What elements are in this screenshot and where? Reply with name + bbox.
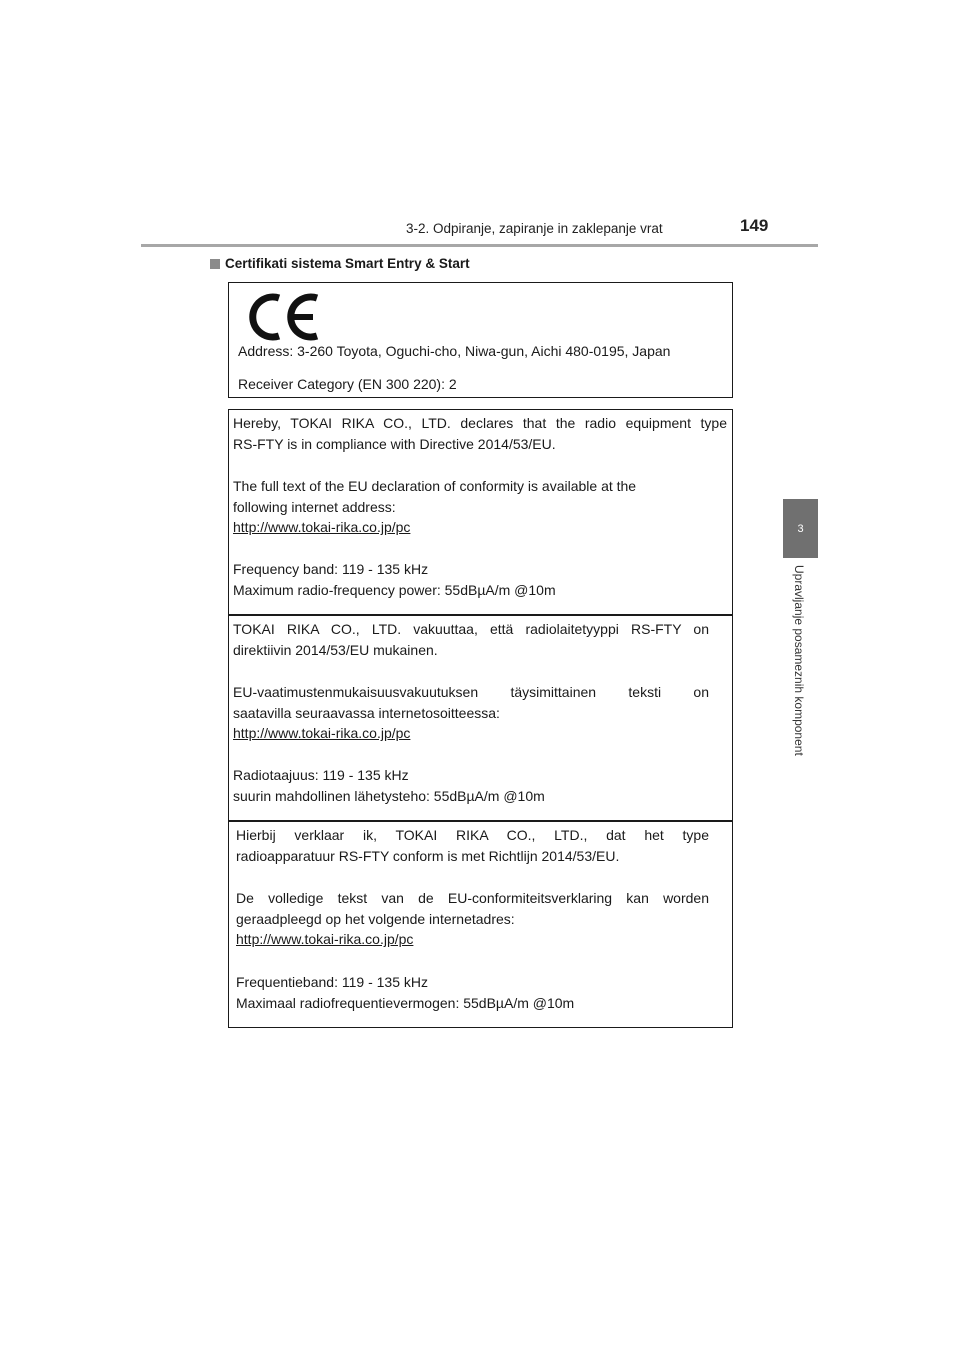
english-line-1: Hereby, TOKAI RIKA CO., LTD. declares that the radio equipment type bbox=[233, 415, 727, 431]
english-line-4: following internet address: bbox=[233, 499, 396, 515]
ce-receiver-category: Receiver Category (EN 300 220): 2 bbox=[238, 376, 457, 392]
divider-finnish-dutch bbox=[228, 820, 733, 822]
chapter-tab bbox=[783, 499, 818, 558]
dutch-max-power: Maximaal radiofrequentievermogen: 55dBµA/m @10m bbox=[236, 995, 575, 1011]
page-number: 149 bbox=[740, 216, 769, 235]
finnish-line-3: EU-vaatimustenmukaisuusvakuutuksen täysimittainen teksti on bbox=[233, 684, 709, 700]
finnish-line-4: saatavilla seuraavassa internetosoitteessa: bbox=[233, 705, 500, 721]
english-max-power: Maximum radio-frequency power: 55dBµA/m @10m bbox=[233, 582, 556, 598]
divider-english-finnish bbox=[228, 614, 733, 616]
dutch-link[interactable]: http://www.tokai-rika.co.jp/pc bbox=[236, 931, 414, 947]
section-heading-text: Certifikati sistema Smart Entry & Start bbox=[225, 256, 470, 271]
running-header: 3-2. Odpiranje, zapiranje in zaklepanje vrat bbox=[406, 221, 663, 236]
ce-mark-icon bbox=[247, 292, 323, 342]
english-line-2: RS-FTY is in compliance with Directive 2014/53/EU. bbox=[233, 436, 556, 452]
dutch-frequency-band: Frequentieband: 119 - 135 kHz bbox=[236, 974, 428, 990]
finnish-line-2: direktiivin 2014/53/EU mukainen. bbox=[233, 642, 438, 658]
english-link[interactable]: http://www.tokai-rika.co.jp/pc bbox=[233, 519, 411, 535]
header-rule bbox=[141, 244, 818, 247]
dutch-line-1: Hierbij verklaar ik, TOKAI RIKA CO., LTD., dat het type bbox=[236, 827, 709, 843]
dutch-line-2: radioapparatuur RS-FTY conform is met Richtlijn 2014/53/EU. bbox=[236, 848, 620, 864]
square-bullet-icon bbox=[210, 259, 220, 269]
dutch-line-4: geraadpleegd op het volgende internetadres: bbox=[236, 911, 515, 927]
chapter-tab-number: 3 bbox=[797, 522, 804, 535]
chapter-side-label: Upravljanje posameznih komponent bbox=[792, 565, 806, 756]
section-heading bbox=[210, 256, 470, 271]
finnish-max-power: suurin mahdollinen lähetysteho: 55dBµA/m @10m bbox=[233, 788, 545, 804]
finnish-frequency-band: Radiotaajuus: 119 - 135 kHz bbox=[233, 767, 409, 783]
english-frequency-band: Frequency band: 119 - 135 kHz bbox=[233, 561, 429, 577]
ce-address: Address: 3-260 Toyota, Oguchi-cho, Niwa-gun, Aichi 480-0195, Japan bbox=[238, 343, 671, 359]
english-line-3: The full text of the EU declaration of conformity is available at the bbox=[233, 478, 637, 494]
finnish-link[interactable]: http://www.tokai-rika.co.jp/pc bbox=[233, 725, 411, 741]
dutch-line-3: De volledige tekst van de EU-conformiteitsverklaring kan worden bbox=[236, 890, 709, 906]
finnish-line-1: TOKAI RIKA CO., LTD. vakuuttaa, että radiolaitetyyppi RS-FTY on bbox=[233, 621, 709, 637]
